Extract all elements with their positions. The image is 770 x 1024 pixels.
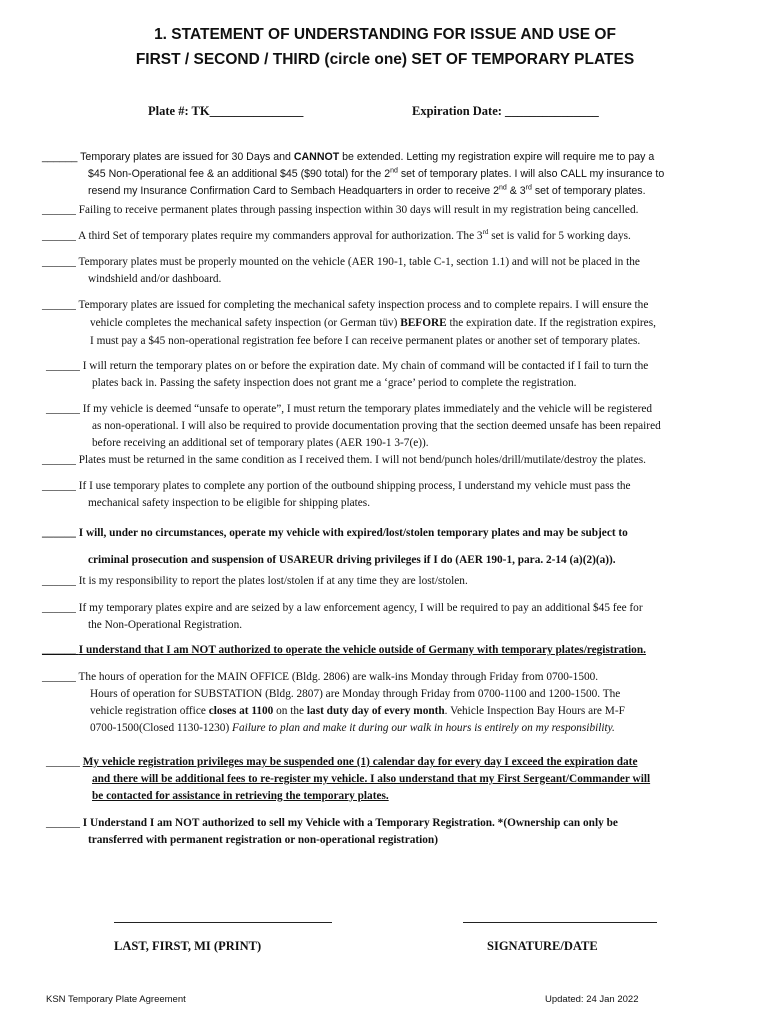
- statement-item-permanent-plates: ______ Failing to receive permanent plates through passing inspection within 30 days will result in my registration being cancelled.: [42, 204, 639, 216]
- initials-blank: ______: [42, 527, 76, 539]
- statement-item-third-set: ______ A third Set of temporary plates require my commanders approval for authorization. The 3rd set is valid for 5 working days.: [42, 228, 631, 242]
- expiration-date-field: Expiration Date: _______________: [412, 104, 599, 118]
- initials-blank: ______: [42, 230, 76, 242]
- signature-date-label: SIGNATURE/DATE: [487, 939, 598, 953]
- initials-blank: ______: [42, 480, 76, 492]
- signature-date-line[interactable]: [463, 921, 657, 923]
- initials-blank: ______: [42, 575, 76, 587]
- statement-item-plate-condition: ______ Plates must be returned in the same condition as I received them. I will not bend/punch holes/drill/mutilate/destroy the plates.: [42, 454, 646, 466]
- statement-item-hours: ______ The hours of operation for the MAIN OFFICE (Bldg. 2806) are walk-ins Monday through Friday from 0700-1500. Hours of operation for SUBSTATION (Bldg. 2807) are Monday through Friday from 0700-1100 and 1200-1500. The vehicle registration office closes at 1100 on the last duty day of every month. Vehicle Inspection Bay Hours are M-F 0700-1500(Closed 1130-1230) Failure to plan and make it during our walk in hours is entirely on my responsibility.: [42, 671, 625, 734]
- statement-item-prosecution: ______ I will, under no circumstances, operate my vehicle with expired/lost/stolen temporary plates and may be subject to criminal prosecution and suspension of USAREUR driving privileges if I do (AER 190-1, para. 2-14 (a)(2)(a)).: [42, 527, 628, 566]
- name-print-label: LAST, FIRST, MI (PRINT): [114, 939, 262, 953]
- statement-item-shipping: ______ If I use temporary plates to complete any portion of the outbound shipping process, I understand my vehicle must pass the mechanical safety inspection to be eligible for shipping plates.: [42, 480, 631, 509]
- statement-item-seized-plates: ______ If my temporary plates expire and are seized by a law enforcement agency, I will be required to pay an additional $45 fee for the Non-Operational Registration.: [42, 602, 643, 631]
- initials-blank: ______: [46, 817, 80, 829]
- document-title-line-2: FIRST / SECOND / THIRD (circle one) SET OF TEMPORARY PLATES: [135, 51, 635, 68]
- initials-blank: ______: [42, 602, 76, 614]
- statement-item-report-lost: ______ It is my responsibility to report the plates lost/stolen if at any time they are lost/stolen.: [42, 575, 468, 587]
- initials-blank: ______: [42, 299, 76, 311]
- footer-updated-date: Updated: 24 Jan 2022: [545, 994, 639, 1005]
- initials-blank: ______: [46, 403, 80, 415]
- initials-blank: ______: [46, 360, 80, 372]
- document-title-line-1: 1. STATEMENT OF UNDERSTANDING FOR ISSUE AND USE OF: [154, 26, 616, 43]
- initials-blank: ______: [46, 756, 80, 768]
- initials-blank: ______: [42, 454, 76, 466]
- statement-item-unsafe-vehicle: ______ If my vehicle is deemed “unsafe to operate”, I must return the temporary plates immediately and the vehicle will be registered as non-operational. I will also be required to provide documentation proving that the section deemed unsafe has been repaired before receiving an additional set of temporary plates (AER 190-1 3-7(e)).: [46, 403, 661, 449]
- footer-document-name: KSN Temporary Plate Agreement: [46, 994, 186, 1005]
- plate-number-field: Plate #: TK_______________: [148, 104, 304, 118]
- initials-blank: ______: [42, 671, 76, 683]
- statement-item-30-days: ______ Temporary plates are issued for 30 Days and CANNOT be extended. Letting my registration expire will require me to pay a $45 Non-Operational fee & an additional $45 ($90 total) for the 2nd set of temporary plates. I will also CALL my insurance to resend my Insurance Confirmation Card to Sembach Headquarters in order to receive 2nd & 3rd set of temporary plates.: [42, 151, 665, 197]
- initials-blank: ______: [42, 204, 76, 216]
- statement-item-sell-vehicle: ______ I Understand I am NOT authorized to sell my Vehicle with a Temporary Registration. *(Ownership can only be transferred with permanent registration or non-operational registration): [46, 817, 618, 846]
- statement-item-safety-inspection: ______ Temporary plates are issued for completing the mechanical safety inspection process and to complete repairs. I will ensure the vehicle completes the mechanical safety inspection (or German tüv) BEFORE the expiration date. If the registration expires, I must pay a $45 non-operational registration fee before I can receive permanent plates or another set of temporary plates.: [42, 299, 656, 347]
- statement-item-return-plates: ______ I will return the temporary plates on or before the expiration date. My chain of command will be contacted if I fail to turn the plates back in. Passing the safety inspection does not grant me a ‘grace’ period to complete the registration.: [46, 360, 649, 389]
- name-signature-line[interactable]: [114, 921, 332, 923]
- initials-blank: ______: [42, 644, 76, 656]
- initials-blank: ______: [42, 151, 78, 163]
- statement-item-privileges-suspended: ______ My vehicle registration privileges may be suspended one (1) calendar day for every day I exceed the expiration date and there will be additional fees to re-register my vehicle. I also understand that my First Sergeant/Commander will be contacted for assistance in retrieving the temporary plates.: [46, 756, 651, 802]
- initials-blank: ______: [42, 256, 76, 268]
- statement-item-mounting: ______ Temporary plates must be properly mounted on the vehicle (AER 190-1, table C-1, section 1.1) and will not be placed in the windshield and/or dashboard.: [42, 256, 640, 285]
- statement-item-outside-germany: ______ I understand that I am NOT authorized to operate the vehicle outside of Germany with temporary plates/registration.: [42, 644, 646, 656]
